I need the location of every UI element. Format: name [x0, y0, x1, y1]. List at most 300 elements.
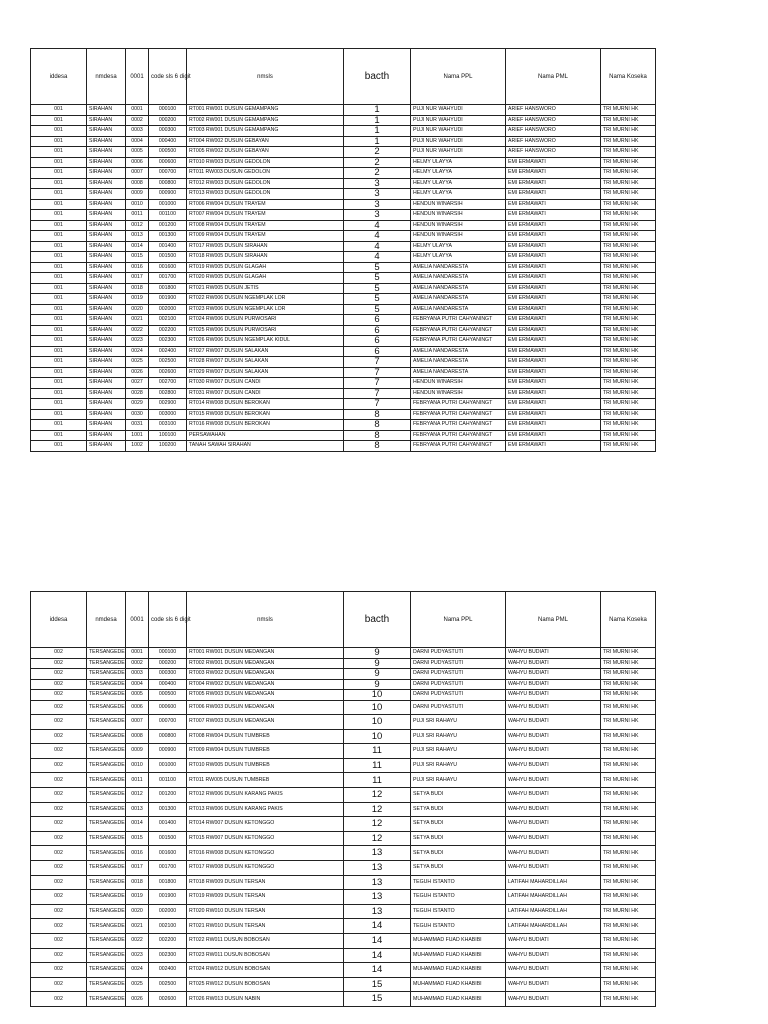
cell-bacth: 3 — [344, 210, 411, 221]
cell-bacth: 14 — [344, 963, 411, 978]
cell-nmdesa: TERSANGEDE — [87, 773, 126, 788]
cell-nama-ppl: HENDUN WINARSIH — [411, 199, 506, 210]
cell-nama-ppl: HELMY ULAYYA — [411, 189, 506, 200]
cell-iddesa: 001 — [31, 273, 87, 284]
cell-nama-ppl: SETYA BUDI — [411, 817, 506, 832]
cell-nmdesa: SIRAHAN — [87, 189, 126, 200]
cell-nama-koseka: TRI MURNI HK — [601, 919, 656, 934]
cell-no: 0005 — [126, 690, 149, 701]
cell-nmsls: RT022 RW011 DUSUN BOBOSAN — [187, 934, 344, 949]
cell-nmsls: RT029 RW007 DUSUN SALAKAN — [187, 367, 344, 378]
cell-nama-ppl: PUJI SRI RAHAYU — [411, 773, 506, 788]
cell-bacth: 4 — [344, 252, 411, 263]
cell-no: 0019 — [126, 890, 149, 905]
cell-iddesa: 001 — [31, 157, 87, 168]
table-row — [31, 715, 656, 730]
cell-nama-koseka: TRI MURNI HK — [601, 658, 656, 669]
cell-no: 0030 — [126, 409, 149, 420]
cell-nama-pml: LATIFAH MAHARDILLAH — [506, 904, 601, 919]
cell-nama-koseka: TRI MURNI HK — [601, 846, 656, 861]
cell-code-sls: 002100 — [149, 315, 187, 326]
cell-nama-koseka: TRI MURNI HK — [601, 105, 656, 116]
cell-nama-ppl: TEGUH ISTANTO — [411, 875, 506, 890]
cell-nama-pml: WAHYU BUDIATI — [506, 846, 601, 861]
cell-iddesa: 002 — [31, 788, 87, 803]
cell-nmdesa: SIRAHAN — [87, 136, 126, 147]
cell-no: 0015 — [126, 252, 149, 263]
cell-nmsls: RT001 RW001 DUSUN GEMAMPANG — [187, 105, 344, 116]
cell-no: 0003 — [126, 126, 149, 137]
table-row — [31, 252, 656, 263]
cell-code-sls: 000600 — [149, 157, 187, 168]
cell-nama-pml: WAHYU BUDIATI — [506, 992, 601, 1007]
header-0001: 0001 — [126, 49, 149, 105]
cell-nmdesa: TERSANGEDE — [87, 648, 126, 659]
cell-bacth: 13 — [344, 875, 411, 890]
table-row — [31, 934, 656, 949]
cell-nama-pml: EMI ERMAWATI — [506, 220, 601, 231]
cell-nmdesa: TERSANGEDE — [87, 669, 126, 680]
table-row — [31, 388, 656, 399]
cell-nmdesa: SIRAHAN — [87, 273, 126, 284]
cell-no: 0027 — [126, 378, 149, 389]
cell-code-sls: 002000 — [149, 904, 187, 919]
cell-bacth: 5 — [344, 273, 411, 284]
header-nama-ppl: Nama PPL — [411, 592, 506, 648]
cell-iddesa: 001 — [31, 367, 87, 378]
cell-nama-koseka: TRI MURNI HK — [601, 378, 656, 389]
cell-code-sls: 003100 — [149, 420, 187, 431]
cell-nama-koseka: TRI MURNI HK — [601, 210, 656, 221]
cell-nama-ppl: FEBRYANA PUTRI CAHYANINGT — [411, 315, 506, 326]
cell-nama-ppl: DARNI PUDYASTUTI — [411, 679, 506, 690]
header-nama-pml: Nama PML — [506, 592, 601, 648]
table-row — [31, 157, 656, 168]
cell-nama-koseka: TRI MURNI HK — [601, 679, 656, 690]
header-0001: 0001 — [126, 592, 149, 648]
cell-nama-pml: EMI ERMAWATI — [506, 294, 601, 305]
cell-iddesa: 001 — [31, 136, 87, 147]
cell-nmsls: RT026 RW013 DUSUN NABIN — [187, 992, 344, 1007]
cell-nama-ppl: SETYA BUDI — [411, 861, 506, 876]
cell-code-sls: 002400 — [149, 346, 187, 357]
cell-nama-koseka: TRI MURNI HK — [601, 861, 656, 876]
cell-nama-koseka: TRI MURNI HK — [601, 715, 656, 730]
cell-nmdesa: SIRAHAN — [87, 409, 126, 420]
cell-nama-pml: EMI ERMAWATI — [506, 441, 601, 452]
cell-nmdesa: SIRAHAN — [87, 168, 126, 179]
cell-nmsls: RT004 RW002 DUSUN GEBAYAN — [187, 136, 344, 147]
cell-bacth: 3 — [344, 189, 411, 200]
cell-nmdesa: TERSANGEDE — [87, 861, 126, 876]
cell-nmdesa: SIRAHAN — [87, 315, 126, 326]
cell-bacth: 8 — [344, 441, 411, 452]
cell-nmsls: RT005 RW002 DUSUN GEBAYAN — [187, 147, 344, 158]
cell-nama-koseka: TRI MURNI HK — [601, 283, 656, 294]
cell-code-sls: 000900 — [149, 744, 187, 759]
cell-nama-ppl: MUHAMMAD FUAD KHABIBI — [411, 963, 506, 978]
cell-nama-ppl: PUJI NUR WAHYUDI — [411, 147, 506, 158]
table-row — [31, 690, 656, 701]
cell-bacth: 8 — [344, 430, 411, 441]
table-body — [31, 648, 656, 1007]
cell-iddesa: 001 — [31, 220, 87, 231]
cell-nmdesa: SIRAHAN — [87, 231, 126, 242]
cell-nama-koseka: TRI MURNI HK — [601, 420, 656, 431]
cell-nmsls: RT017 RW008 DUSUN KETONGGO — [187, 861, 344, 876]
cell-nmsls: RT011 RW003 DUSUN GEDOLON — [187, 168, 344, 179]
cell-nmsls: RT023 RW006 DUSUN NGEMPLAK LOR — [187, 304, 344, 315]
cell-nmsls: RT015 RW007 DUSUN KETONGGO — [187, 831, 344, 846]
cell-iddesa: 001 — [31, 420, 87, 431]
cell-iddesa: 001 — [31, 105, 87, 116]
cell-no: 0016 — [126, 846, 149, 861]
cell-nama-ppl: FEBRYANA PUTRI CAHYANINGT — [411, 325, 506, 336]
cell-nmdesa: TERSANGEDE — [87, 934, 126, 949]
cell-nmdesa: SIRAHAN — [87, 346, 126, 357]
cell-iddesa: 001 — [31, 115, 87, 126]
cell-nama-ppl: PUJI NUR WAHYUDI — [411, 115, 506, 126]
cell-nmdesa: SIRAHAN — [87, 399, 126, 410]
table-row — [31, 679, 656, 690]
cell-nama-ppl: HELMY ULAYYA — [411, 157, 506, 168]
cell-nama-koseka: TRI MURNI HK — [601, 963, 656, 978]
cell-code-sls: 001600 — [149, 846, 187, 861]
cell-iddesa: 001 — [31, 168, 87, 179]
cell-nmdesa: TERSANGEDE — [87, 658, 126, 669]
cell-iddesa: 001 — [31, 304, 87, 315]
cell-nama-pml: EMI ERMAWATI — [506, 210, 601, 221]
cell-nmsls: RT010 RW005 DUSUN TUMBREB — [187, 758, 344, 773]
cell-code-sls: 000100 — [149, 105, 187, 116]
table-row — [31, 294, 656, 305]
cell-code-sls: 001300 — [149, 802, 187, 817]
table-row — [31, 773, 656, 788]
cell-code-sls: 001100 — [149, 210, 187, 221]
table-row — [31, 367, 656, 378]
cell-nama-koseka: TRI MURNI HK — [601, 294, 656, 305]
cell-nama-pml: EMI ERMAWATI — [506, 367, 601, 378]
cell-nmsls: RT008 RW004 DUSUN TRAYEM — [187, 220, 344, 231]
cell-bacth: 12 — [344, 802, 411, 817]
cell-iddesa: 001 — [31, 262, 87, 273]
cell-code-sls: 001700 — [149, 861, 187, 876]
cell-nmsls: RT023 RW011 DUSUN BOBOSAN — [187, 948, 344, 963]
cell-iddesa: 002 — [31, 729, 87, 744]
cell-code-sls: 002600 — [149, 367, 187, 378]
cell-nama-pml: EMI ERMAWATI — [506, 336, 601, 347]
header-iddesa: iddesa — [31, 592, 87, 648]
cell-bacth: 1 — [344, 136, 411, 147]
cell-nama-pml: ARIEF HANSWORO — [506, 115, 601, 126]
cell-code-sls: 100100 — [149, 430, 187, 441]
cell-no: 0009 — [126, 189, 149, 200]
cell-nmdesa: SIRAHAN — [87, 241, 126, 252]
cell-bacth: 11 — [344, 744, 411, 759]
cell-nama-pml: WAHYU BUDIATI — [506, 802, 601, 817]
cell-iddesa: 002 — [31, 658, 87, 669]
cell-bacth: 6 — [344, 325, 411, 336]
cell-iddesa: 002 — [31, 846, 87, 861]
table-row — [31, 948, 656, 963]
cell-nmdesa: SIRAHAN — [87, 105, 126, 116]
cell-bacth: 9 — [344, 648, 411, 659]
cell-nama-ppl: HENDUN WINARSIH — [411, 220, 506, 231]
cell-no: 0024 — [126, 346, 149, 357]
cell-nama-ppl: PUJI SRI RAHAYU — [411, 744, 506, 759]
cell-nama-pml: WAHYU BUDIATI — [506, 963, 601, 978]
cell-bacth: 4 — [344, 231, 411, 242]
table-row — [31, 441, 656, 452]
cell-nmdesa: TERSANGEDE — [87, 817, 126, 832]
cell-nama-koseka: TRI MURNI HK — [601, 178, 656, 189]
cell-code-sls: 001200 — [149, 788, 187, 803]
cell-no: 0020 — [126, 904, 149, 919]
cell-nmdesa: SIRAHAN — [87, 210, 126, 221]
cell-nama-ppl: SETYA BUDI — [411, 846, 506, 861]
cell-iddesa: 002 — [31, 773, 87, 788]
cell-nama-koseka: TRI MURNI HK — [601, 220, 656, 231]
cell-iddesa: 002 — [31, 977, 87, 992]
cell-nama-ppl: HENDUN WINARSIH — [411, 378, 506, 389]
cell-code-sls: 000500 — [149, 690, 187, 701]
cell-nama-pml: WAHYU BUDIATI — [506, 729, 601, 744]
cell-bacth: 3 — [344, 199, 411, 210]
cell-iddesa: 001 — [31, 378, 87, 389]
cell-nama-ppl: AMELIA NANDARESTA — [411, 273, 506, 284]
cell-nmdesa: TERSANGEDE — [87, 715, 126, 730]
table-row — [31, 168, 656, 179]
cell-no: 0012 — [126, 220, 149, 231]
cell-nmdesa: SIRAHAN — [87, 304, 126, 315]
cell-bacth: 1 — [344, 115, 411, 126]
cell-code-sls: 002300 — [149, 948, 187, 963]
cell-nmdesa: SIRAHAN — [87, 283, 126, 294]
cell-nama-ppl: PUJI SRI RAHAYU — [411, 729, 506, 744]
cell-nama-koseka: TRI MURNI HK — [601, 831, 656, 846]
cell-code-sls: 002900 — [149, 399, 187, 410]
header-nmsls: nmsls — [187, 592, 344, 648]
cell-bacth: 7 — [344, 399, 411, 410]
cell-nmdesa: SIRAHAN — [87, 220, 126, 231]
cell-code-sls: 002500 — [149, 357, 187, 368]
cell-bacth: 9 — [344, 669, 411, 680]
cell-no: 0008 — [126, 178, 149, 189]
cell-nama-koseka: TRI MURNI HK — [601, 325, 656, 336]
cell-nama-koseka: TRI MURNI HK — [601, 817, 656, 832]
cell-nmsls: RT014 RW007 DUSUN KETONGGO — [187, 817, 344, 832]
cell-nama-pml: WAHYU BUDIATI — [506, 977, 601, 992]
cell-no: 0002 — [126, 658, 149, 669]
cell-nmsls: RT003 RW002 DUSUN MEDANGAN — [187, 669, 344, 680]
cell-nama-koseka: TRI MURNI HK — [601, 441, 656, 452]
cell-nama-pml: ARIEF HANSWORO — [506, 136, 601, 147]
table-row — [31, 283, 656, 294]
table-row — [31, 210, 656, 221]
cell-nmdesa: SIRAHAN — [87, 294, 126, 305]
cell-nama-pml: EMI ERMAWATI — [506, 346, 601, 357]
cell-code-sls: 000800 — [149, 178, 187, 189]
cell-nama-pml: WAHYU BUDIATI — [506, 715, 601, 730]
cell-nmdesa: TERSANGEDE — [87, 963, 126, 978]
cell-nama-koseka: TRI MURNI HK — [601, 399, 656, 410]
header-nmdesa: nmdesa — [87, 592, 126, 648]
cell-nama-pml: EMI ERMAWATI — [506, 178, 601, 189]
cell-nmdesa: TERSANGEDE — [87, 831, 126, 846]
table-row — [31, 336, 656, 347]
cell-bacth: 5 — [344, 294, 411, 305]
cell-bacth: 9 — [344, 679, 411, 690]
cell-bacth: 6 — [344, 315, 411, 326]
table-row — [31, 273, 656, 284]
cell-code-sls: 002200 — [149, 934, 187, 949]
cell-nama-pml: LATIFAH MAHARDILLAH — [506, 875, 601, 890]
cell-code-sls: 000300 — [149, 126, 187, 137]
cell-bacth: 10 — [344, 690, 411, 701]
cell-nmdesa: SIRAHAN — [87, 178, 126, 189]
cell-nama-koseka: TRI MURNI HK — [601, 115, 656, 126]
cell-bacth: 10 — [344, 715, 411, 730]
header-nama-koseka: Nama Koseka — [601, 49, 656, 105]
table-row — [31, 105, 656, 116]
cell-nmsls: RT004 RW002 DUSUN MEDANGAN — [187, 679, 344, 690]
cell-no: 0026 — [126, 367, 149, 378]
cell-no: 0016 — [126, 262, 149, 273]
cell-nama-pml: EMI ERMAWATI — [506, 420, 601, 431]
cell-nama-pml: EMI ERMAWATI — [506, 325, 601, 336]
cell-bacth: 7 — [344, 378, 411, 389]
cell-nama-pml: EMI ERMAWATI — [506, 430, 601, 441]
cell-code-sls: 001600 — [149, 262, 187, 273]
cell-nama-koseka: TRI MURNI HK — [601, 262, 656, 273]
cell-nama-pml: WAHYU BUDIATI — [506, 758, 601, 773]
cell-nama-ppl: HELMY ULAYYA — [411, 178, 506, 189]
cell-nama-koseka: TRI MURNI HK — [601, 388, 656, 399]
table-row — [31, 409, 656, 420]
cell-bacth: 7 — [344, 357, 411, 368]
cell-nama-pml: EMI ERMAWATI — [506, 304, 601, 315]
cell-nama-pml: WAHYU BUDIATI — [506, 669, 601, 680]
cell-nama-pml: WAHYU BUDIATI — [506, 700, 601, 715]
table-row — [31, 136, 656, 147]
cell-nama-ppl: PUJI NUR WAHYUDI — [411, 126, 506, 137]
cell-nama-ppl: DARNI PUDYASTUTI — [411, 690, 506, 701]
cell-nmdesa: TERSANGEDE — [87, 904, 126, 919]
header-nmsls: nmsls — [187, 49, 344, 105]
table-row — [31, 861, 656, 876]
header-code-sls: code sls 6 digit — [149, 49, 187, 105]
cell-nama-ppl: AMELIA NANDARESTA — [411, 304, 506, 315]
cell-bacth: 5 — [344, 304, 411, 315]
table-row — [31, 658, 656, 669]
cell-no: 0017 — [126, 273, 149, 284]
table-row — [31, 846, 656, 861]
cell-nmsls: RT014 RW008 DUSUN BEROKAN — [187, 399, 344, 410]
cell-iddesa: 001 — [31, 189, 87, 200]
cell-nama-pml: WAHYU BUDIATI — [506, 690, 601, 701]
cell-nama-koseka: TRI MURNI HK — [601, 758, 656, 773]
cell-nama-koseka: TRI MURNI HK — [601, 189, 656, 200]
table-row — [31, 231, 656, 242]
cell-no: 0024 — [126, 963, 149, 978]
cell-code-sls: 000400 — [149, 679, 187, 690]
cell-no: 0022 — [126, 934, 149, 949]
cell-nama-pml: WAHYU BUDIATI — [506, 831, 601, 846]
cell-nama-koseka: TRI MURNI HK — [601, 992, 656, 1007]
cell-nama-ppl: PUJI NUR WAHYUDI — [411, 105, 506, 116]
cell-nmsls: RT013 RW003 DUSUN GEDOLON — [187, 189, 344, 200]
header-nama-pml: Nama PML — [506, 49, 601, 105]
cell-nama-koseka: TRI MURNI HK — [601, 729, 656, 744]
cell-no: 0021 — [126, 919, 149, 934]
cell-nmsls: RT008 RW004 DUSUN TUMBREB — [187, 729, 344, 744]
cell-nama-ppl: AMELIA NANDARESTA — [411, 357, 506, 368]
header-bacth: bacth — [344, 592, 411, 648]
header-nama-ppl: Nama PPL — [411, 49, 506, 105]
cell-no: 0014 — [126, 817, 149, 832]
table-body — [31, 105, 656, 452]
cell-no: 0006 — [126, 157, 149, 168]
cell-iddesa: 001 — [31, 409, 87, 420]
cell-nama-koseka: TRI MURNI HK — [601, 147, 656, 158]
cell-nmsls: RT010 RW003 DUSUN GEDOLON — [187, 157, 344, 168]
cell-nama-koseka: TRI MURNI HK — [601, 890, 656, 905]
cell-nama-koseka: TRI MURNI HK — [601, 977, 656, 992]
cell-nama-ppl: TEGUH ISTANTO — [411, 904, 506, 919]
cell-code-sls: 000200 — [149, 115, 187, 126]
cell-no: 0010 — [126, 199, 149, 210]
table-row — [31, 325, 656, 336]
cell-no: 0011 — [126, 210, 149, 221]
cell-bacth: 11 — [344, 758, 411, 773]
cell-iddesa: 002 — [31, 744, 87, 759]
cell-nama-pml: WAHYU BUDIATI — [506, 861, 601, 876]
cell-iddesa: 002 — [31, 715, 87, 730]
table-row — [31, 919, 656, 934]
cell-nmsls: RT026 RW006 DUSUN NGEMPLAK KIDUL — [187, 336, 344, 347]
cell-nama-ppl: AMELIA NANDARESTA — [411, 346, 506, 357]
cell-nama-pml: ARIEF HANSWORO — [506, 126, 601, 137]
cell-iddesa: 001 — [31, 399, 87, 410]
cell-no: 0022 — [126, 325, 149, 336]
cell-iddesa: 002 — [31, 802, 87, 817]
cell-bacth: 10 — [344, 729, 411, 744]
cell-nama-pml: WAHYU BUDIATI — [506, 817, 601, 832]
cell-iddesa: 001 — [31, 231, 87, 242]
cell-nmsls: RT022 RW006 DUSUN NGEMPLAK LOR — [187, 294, 344, 305]
table-row — [31, 420, 656, 431]
header-bacth: bacth — [344, 49, 411, 105]
cell-nmsls: RT013 RW006 DUSUN KARANG PAKIS — [187, 802, 344, 817]
cell-nmsls: RT019 RW005 DUSUN GLAGAH — [187, 262, 344, 273]
cell-code-sls: 002500 — [149, 977, 187, 992]
cell-nama-ppl: MUHAMMAD FUAD KHABIBI — [411, 948, 506, 963]
cell-nama-pml: WAHYU BUDIATI — [506, 934, 601, 949]
cell-no: 0031 — [126, 420, 149, 431]
cell-no: 0017 — [126, 861, 149, 876]
cell-code-sls: 000600 — [149, 700, 187, 715]
cell-no: 1002 — [126, 441, 149, 452]
cell-nmsls: RT009 RW004 DUSUN TUMBREB — [187, 744, 344, 759]
cell-nmsls: RT003 RW001 DUSUN GEMAMPANG — [187, 126, 344, 137]
cell-bacth: 4 — [344, 241, 411, 252]
cell-nmsls: RT007 RW003 DUSUN MEDANGAN — [187, 715, 344, 730]
table-row — [31, 346, 656, 357]
cell-bacth: 9 — [344, 658, 411, 669]
cell-nama-koseka: TRI MURNI HK — [601, 700, 656, 715]
cell-nmdesa: TERSANGEDE — [87, 875, 126, 890]
cell-iddesa: 002 — [31, 669, 87, 680]
